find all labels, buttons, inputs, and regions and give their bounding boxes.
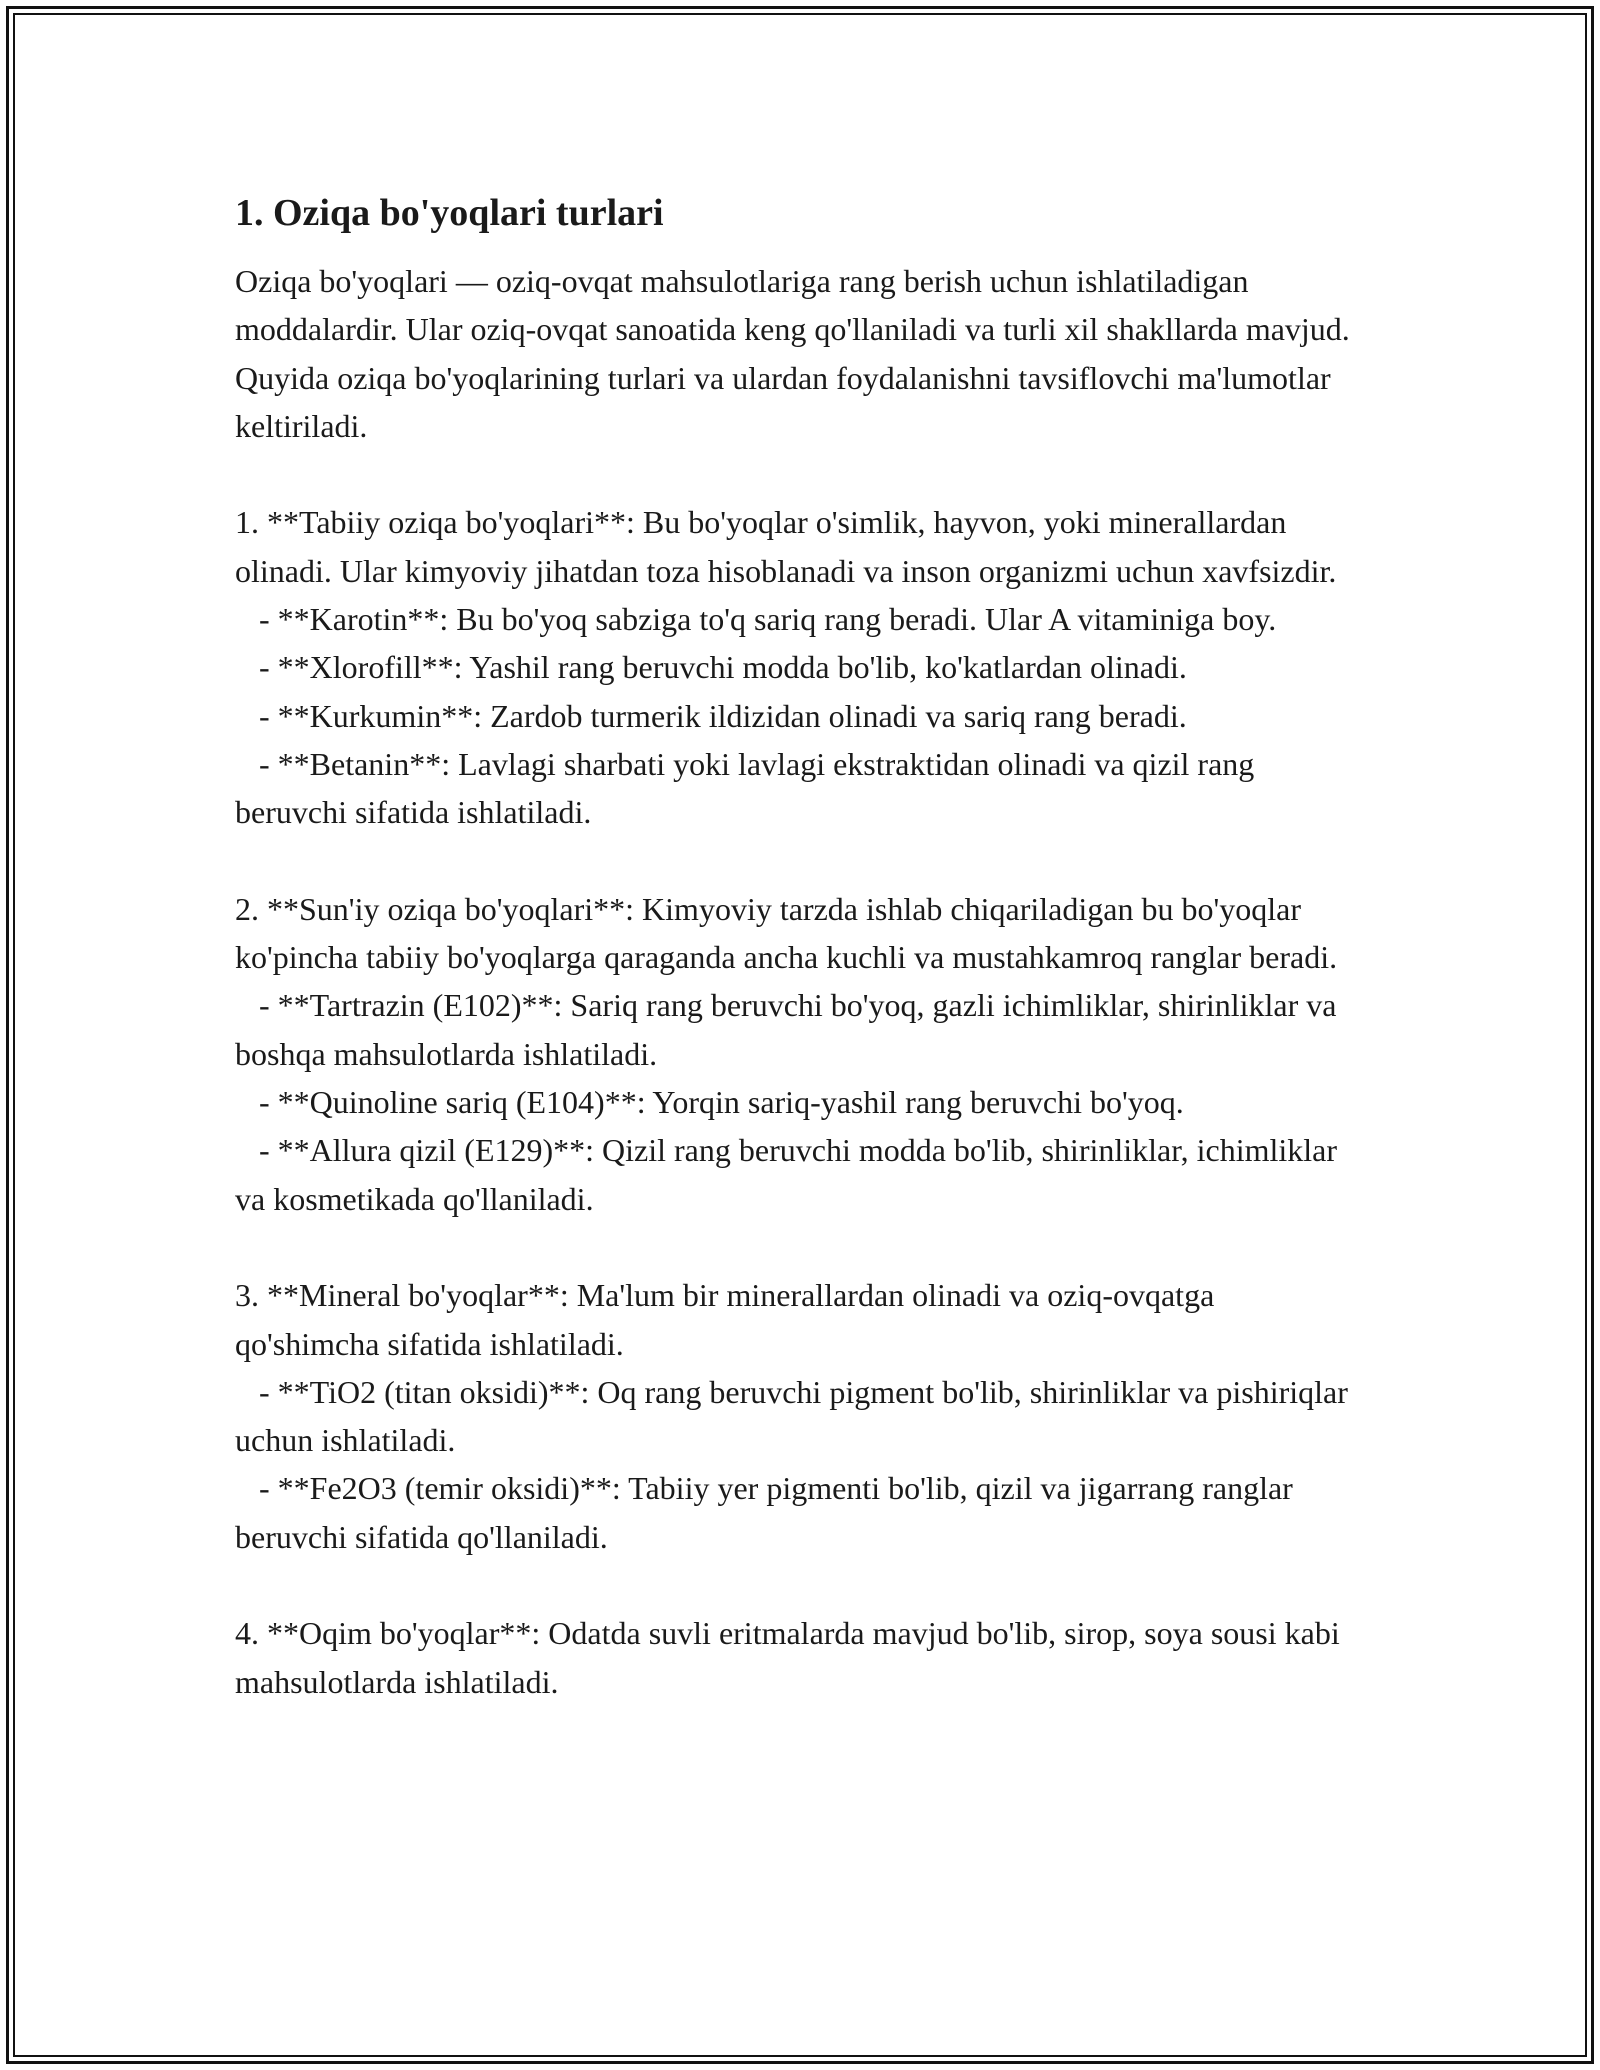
paragraph-gap: [235, 450, 1365, 498]
intro-paragraph: Oziqa bo'yoqlari — oziq-ovqat mahsulotlariga rang berish uchun ishlatiladigan moddalardir. Ular oziq-ovqat sanoatida keng qo'llaniladi va turli xil shakllarda mavjud. Quyida oziqa bo'yoqlarining turlari va ulardan foydalanishni tavsiflovchi ma'lumotlar keltiriladi.: [235, 263, 1358, 444]
section-2-item: - **Tartrazin (E102)**: Sariq rang beruvchi bo'yoq, gazli ichimliklar, shirinliklar va boshqa mahsulotlarda ishlatiladi.: [235, 987, 1345, 1072]
paragraph-gap: [235, 1223, 1365, 1271]
section-2-item: - **Quinoline sariq (E104)**: Yorqin sariq-yashil rang beruvchi bo'yoq.: [235, 1084, 1184, 1121]
section-1-item: - **Xlorofill**: Yashil rang beruvchi modda bo'lib, ko'katlardan olinadi.: [235, 649, 1187, 686]
section-1-item: - **Kurkumin**: Zardob turmerik ildizidan olinadi va sariq rang beradi.: [235, 697, 1187, 734]
paragraph-gap: [235, 1561, 1365, 1609]
section-3-item: - **TiO2 (titan oksidi)**: Oq rang beruvchi pigment bo'lib, shirinliklar va pishiriqlar uchun ishlatiladi.: [235, 1373, 1356, 1459]
section-2-heading: 2. **Sun'iy oziqa bo'yoqlari**: Kimyoviy tarzda ishlab chiqariladigan bu bo'yoqlar ko'pincha tabiiy bo'yoqlarga qaraganda ancha kuchli va mustahkamroq ranglar beradi.: [235, 890, 1338, 976]
section-3-heading: 3. **Mineral bo'yoqlar**: Ma'lum bir minerallardan olinadi va oziq-ovqatga qo'shimcha sifatida ishlatiladi.: [235, 1277, 1223, 1362]
section-3-item: - **Fe2O3 (temir oksidi)**: Tabiiy yer pigmenti bo'lib, qizil va jigarrang ranglar beruvchi sifatida qo'llaniladi.: [235, 1470, 1301, 1555]
document-title: 1. Oziqa bo'yoqlari turlari: [235, 192, 664, 234]
section-1-item: - **Karotin**: Bu bo'yoq sabziga to'q sariq rang beradi. Ular A vitaminiga boy.: [235, 601, 1277, 638]
paragraph-gap: [235, 837, 1365, 885]
section-4-heading: 4. **Oqim bo'yoqlar**: Odatda suvli eritmalarda mavjud bo'lib, sirop, soya sousi kabi mahsulotlarda ishlatiladi.: [235, 1615, 1348, 1700]
section-2-item: - **Allura qizil (E129)**: Qizil rang beruvchi modda bo'lib, shirinliklar, ichimliklar va kosmetikada qo'llaniladi.: [235, 1132, 1346, 1217]
section-1-heading: 1. **Tabiiy oziqa bo'yoqlari**: Bu bo'yoqlar o'simlik, hayvon, yoki minerallardan olinadi. Ular kimyoviy jihatdan toza hisoblanadi va inson organizmi uchun xavfsizdir.: [235, 504, 1337, 589]
section-1-item: - **Betanin**: Lavlagi sharbati yoki lavlagi ekstraktidan olinadi va qizil rang beruvchi sifatida ishlatiladi.: [235, 745, 1263, 831]
document-body: [235, 185, 1365, 1706]
